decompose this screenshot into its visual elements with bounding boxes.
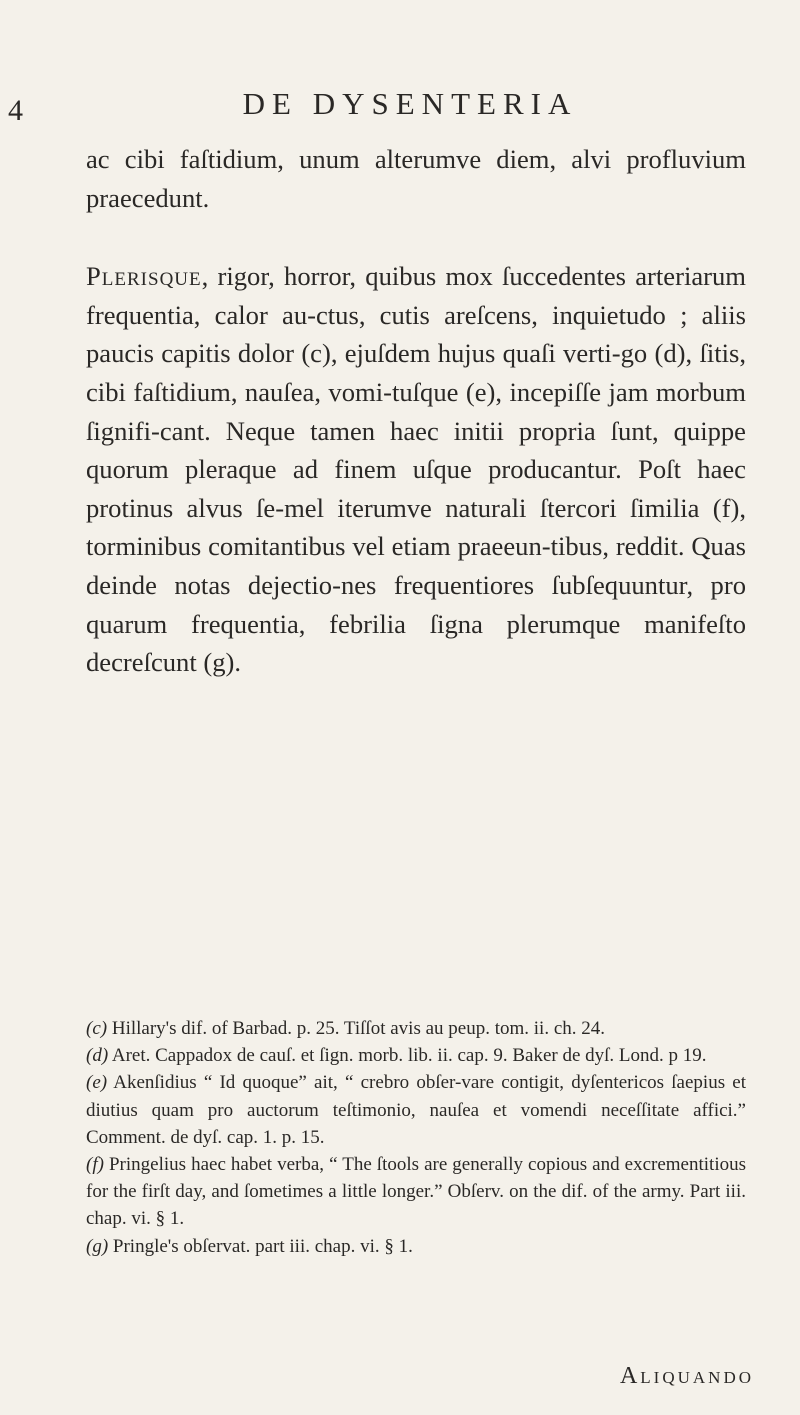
footnote	[86, 1015, 746, 1042]
body-text	[86, 140, 746, 682]
footnote-text: Hillary's dif. of Barbad. p. 25. Tiſſot avis au peup. tom. ii. ch. 24.	[111, 1018, 606, 1039]
page-number: 4	[8, 94, 23, 127]
footnote-text: Akenſidius “ Id quoque” ait, “ crebro obſer-vare contigit, dyſentericos ſaepius et diutius quam pro auctorum teſtimonio, nauſea et vomendi neceſſitate affici.” Comment. de dyſ. cap. 1. p. 15.	[86, 1072, 746, 1148]
footnote	[86, 1151, 746, 1233]
footnote-text: Aret. Cappadox de cauſ. et ſign. morb. lib. ii. cap. 9. Baker de dyſ. Lond. p 19.	[111, 1045, 707, 1067]
paragraph-2	[86, 257, 746, 682]
footnote-text: Pringle's obſervat. part iii. chap. vi. § 1.	[112, 1235, 413, 1257]
catchword: Aliquando	[619, 1363, 754, 1389]
paragraph-1: ac cibi faſtidium, unum alterumve diem, alvi profluvium praecedunt.	[86, 144, 746, 213]
footnote-text: Pringelius haec habet verba, “ The ſtools are generally copious and excrementitious for the firſt day, and ſometimes a little longer.” Obſerv. on the dif. of the army. Part iii. chap. vi. § 1.	[86, 1154, 746, 1230]
paragraph-2-text: , rigor, horror, quibus mox ſuccedentes arteriarum frequentia, calor au-ctus, cutis areſcens, inquietudo ; aliis paucis capitis dolor (c), ejuſdem hujus quaſi verti-go (d), ſitis, cibi faſtidium, nauſea, vomi-tuſque (e), incepiſſe jam morbum ſignifi-cant. Neque tamen haec initii propria ſunt, quippe quorum pleraque ad finem uſque producantur. Poſt haec protinus alvus ſe-mel iterumve naturali ſtercori ſimilia (f), torminibus comitantibus vel etiam praeeun-tibus, reddit. Quas deinde notas dejectio-nes frequentiores ſubſequuntur, pro quarum frequentia, febrilia ſigna plerumque manifeſto decreſcunt (g).	[86, 261, 746, 678]
footnote-mark: (e)	[86, 1072, 108, 1094]
footnote	[86, 1233, 746, 1260]
running-head: DE DYSENTERIA	[242, 86, 578, 121]
footnote-mark: (c)	[86, 1018, 108, 1039]
footnote	[86, 1042, 746, 1069]
footnote-mark: (g)	[86, 1235, 109, 1257]
footnotes	[86, 1015, 746, 1260]
footnote-mark: (d)	[86, 1045, 109, 1067]
footnote	[86, 1069, 746, 1151]
paragraph-2-lead: Plerisque	[86, 261, 202, 292]
footnote-mark: (f)	[86, 1154, 104, 1176]
